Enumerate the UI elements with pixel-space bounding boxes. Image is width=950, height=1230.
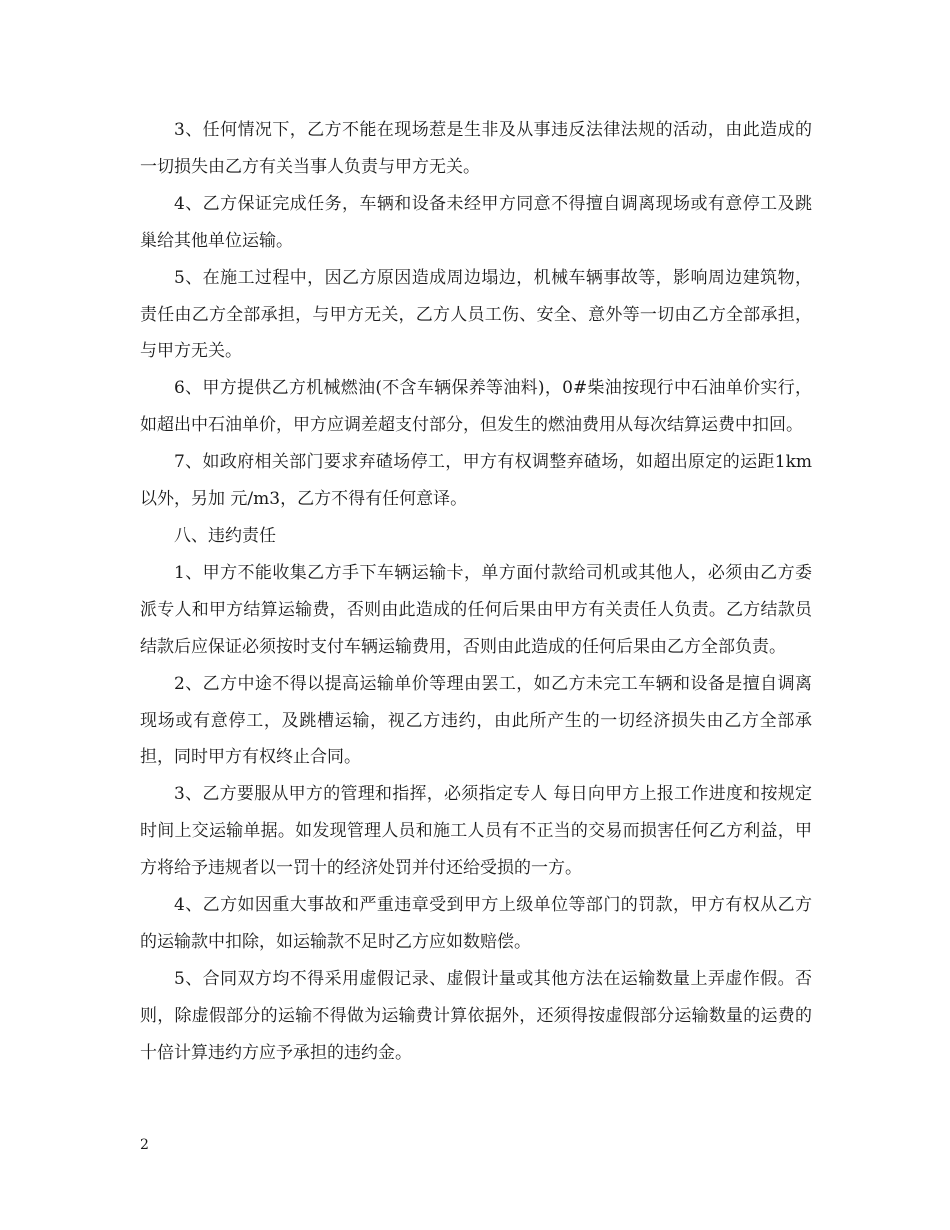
paragraph-clause-7: 7、如政府相关部门要求弃碴场停工，甲方有权调整弃碴场，如超出原定的运距1km以外，另加 元/m3，乙方不得有任何意译。: [140, 452, 812, 510]
paragraph-clause-6: 6、甲方提供乙方机械燃油(不含车辆保养等油料)，0#柴油按现行中石油单价实行，如超出中石油单价，甲方应调差超支付部分，但发生的燃油费用从每次结算运费中扣回。: [140, 378, 812, 436]
paragraph-clause-3: 3、任何情况下，乙方不能在现场惹是生非及从事违反法律法规的活动，由此造成的一切损失由乙方有关当事人负责与甲方无关。: [140, 120, 812, 177]
paragraph-breach-1: 1、甲方不能收集乙方手下车辆运输卡，单方面付款给司机或其他人，必须由乙方委派专人和甲方结算运输费，否则由此造成的任何后果由甲方有关责任人负责。乙方结款员结款后应保证必须按时支付车辆运输费用，否则由此造成的任何后果由乙方全部负责。: [140, 562, 812, 657]
paragraph-breach-5: 5、合同双方均不得采用虚假记录、虚假计量或其他方法在运输数量上弄虚作假。否则，除虚假部分的运输不得做为运输费计算依据外，还须得按虚假部分运输数量的运费的十倍计算违约方应予承担的违约金。: [140, 968, 812, 1063]
paragraph-clause-5: 5、在施工过程中，因乙方原因造成周边塌边，机械车辆事故等，影响周边建筑物，责任由乙方全部承担，与甲方无关，乙方人员工伤、安全、意外等一切由乙方全部承担，与甲方无关。: [140, 267, 812, 362]
paragraph-breach-3: 3、乙方要服从甲方的管理和指挥，必须指定专人 每日向甲方上报工作进度和按规定时间上交运输单据。如发现管理人员和施工人员有不正当的交易而损害任何乙方利益，甲方将给予违规者以一罚十的经济处罚并付还给受损的一方。: [140, 784, 812, 879]
document-body: [140, 112, 812, 1072]
page-number: 2: [140, 1137, 149, 1153]
section-heading-breach-liability: 八、违约责任: [174, 525, 276, 546]
paragraph-breach-2: 2、乙方中途不得以提高运输单价等理由罢工，如乙方未完工车辆和设备是擅自调离现场或有意停工，及跳槽运输，视乙方违约，由此所产生的一切经济损失由乙方全部承担，同时甲方有权终止合同。: [140, 673, 812, 768]
paragraph-breach-4: 4、乙方如因重大事故和严重违章受到甲方上级单位等部门的罚款，甲方有权从乙方的运输款中扣除，如运输款不足时乙方应如数赔偿。: [140, 895, 812, 952]
paragraph-clause-4: 4、乙方保证完成任务，车辆和设备未经甲方同意不得擅自调离现场或有意停工及跳巢给其他单位运输。: [140, 193, 812, 251]
